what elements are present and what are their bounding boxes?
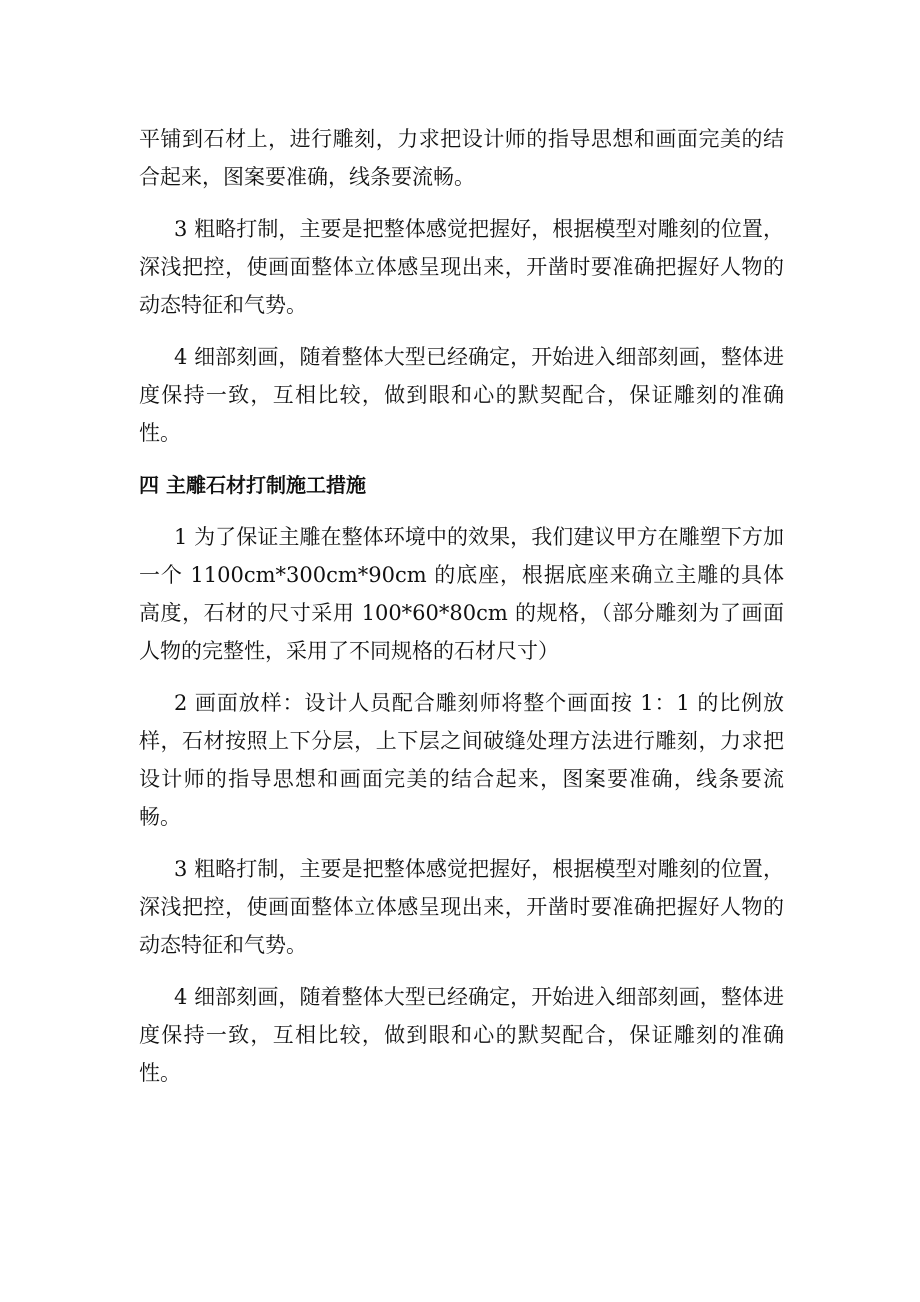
paragraph-step-2: 2 画面放样：设计人员配合雕刻师将整个画面按 1：1 的比例放样，石材按照上下分层，上下层之间破缝处理方法进行雕刻，力求把设计师的指导思想和画面完美的结合起来，图案要准确，线条要流畅。 [139, 691, 784, 829]
paragraph-gap [139, 670, 784, 684]
paragraph-continued: 平铺到石材上，进行雕刻，力求把设计师的指导思想和画面完美的结合起来，图案要准确，线条要流畅。 [139, 127, 784, 189]
paragraph-step-1: 1 为了保证主雕在整体环境中的效果，我们建议甲方在雕塑下方加一个 1100cm*300cm*90cm 的底座，根据底座来确立主雕的具体高度，石材的尺寸采用 100*60*80cm 的规格，（部分雕刻为了画面人物的完整性，采用了不同规格的石材尺寸） [139, 525, 784, 663]
paragraph-gap [139, 964, 784, 978]
paragraph-step-4b: 4 细部刻画，随着整体大型已经确定，开始进入细部刻画，整体进度保持一致，互相比较，做到眼和心的默契配合，保证雕刻的准确性。 [139, 985, 784, 1085]
paragraph-gap [139, 324, 784, 338]
paragraph-gap [139, 196, 784, 210]
paragraph-gap [139, 504, 784, 518]
paragraph-step-3b: 3 粗略打制，主要是把整体感觉把握好，根据模型对雕刻的位置，深浅把控，使画面整体立体感呈现出来，开凿时要准确把握好人物的动态特征和气势。 [139, 857, 784, 957]
section-heading: 四 主雕石材打制施工措施 [139, 473, 366, 497]
paragraph-gap [139, 452, 784, 466]
paragraph-gap [139, 836, 784, 850]
paragraph-step-3: 3 粗略打制，主要是把整体感觉把握好，根据模型对雕刻的位置，深浅把控，使画面整体立体感呈现出来，开凿时要准确把握好人物的动态特征和气势。 [139, 217, 784, 317]
paragraph-step-4: 4 细部刻画，随着整体大型已经确定，开始进入细部刻画，整体进度保持一致，互相比较，做到眼和心的默契配合，保证雕刻的准确性。 [139, 345, 784, 445]
document-body [139, 120, 784, 1092]
